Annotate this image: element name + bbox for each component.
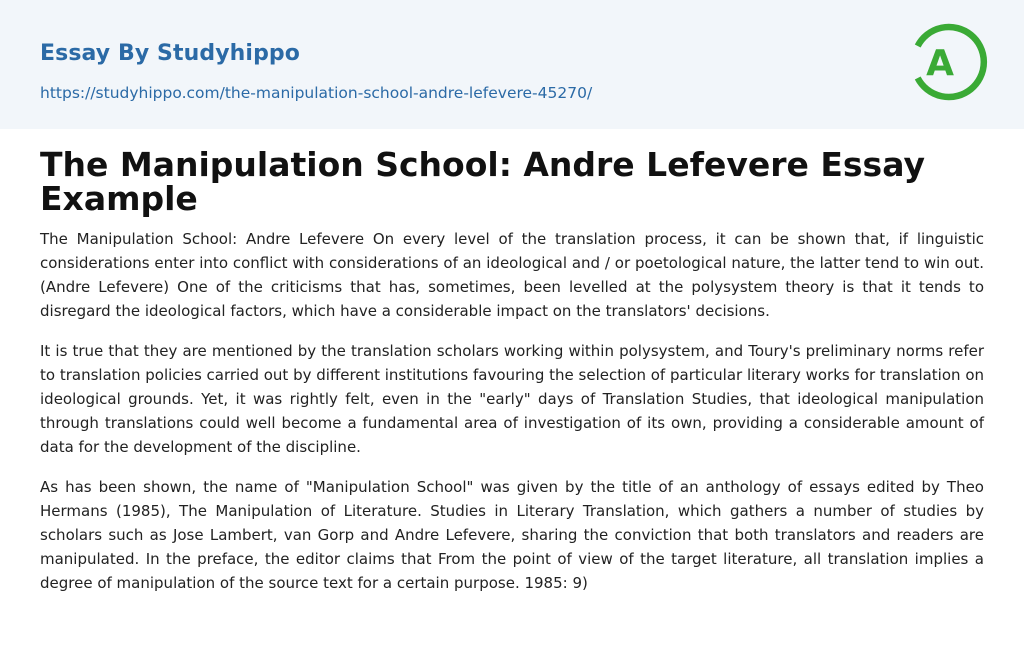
- article-paragraph: It is true that they are mentioned by the translation scholars working within polysystem, and Toury's preliminary norms refer to translation policies carried out by different institutions favouring the selection of particular literary works for translation on ideological grounds. Yet, it was rightly felt, even in the "early" days of Translation Studies, that ideological manipulation through translations could well become a fundamental area of investigation of its own, providing a considerable amount of data for the development of the discipline.: [40, 342, 984, 456]
- studyhippo-logo-icon[interactable]: [912, 18, 988, 106]
- page-title: The Manipulation School: Andre Lefevere Essay Example: [40, 145, 925, 218]
- article-paragraph: As has been shown, the name of "Manipulation School" was given by the title of an anthology of essays edited by Theo Hermans (1985), The Manipulation of Literature. Studies in Literary Translation, which gathers a number of studies by scholars such as Jose Lambert, van Gorp and Andre Lefevere, sharing the conviction that both translators and readers are manipulated. In the preface, the editor claims that From the point of view of the target literature, all translation implies a degree of manipulation of the source text for a certain purpose. 1985: 9): [40, 478, 984, 592]
- article-paragraph: The Manipulation School: Andre Lefevere On every level of the translation process, it can be shown that, if linguistic considerations enter into conflict with considerations of an ideological and / or poetological nature, the latter tend to win out. (Andre Lefevere) One of the criticisms that has, sometimes, been levelled at the polysystem theory is that it tends to disregard the ideological factors, which have a considerable impact on the translators' decisions.: [40, 230, 984, 320]
- site-brand[interactable]: Essay By Studyhippo: [40, 41, 300, 66]
- essay-url-link[interactable]: https://studyhippo.com/the-manipulation-school-andre-lefevere-45270/: [40, 84, 593, 102]
- logo-letter: A: [926, 43, 954, 84]
- article-paragraphs: [40, 227, 984, 595]
- article-body: [40, 145, 984, 611]
- site-header: [0, 0, 1024, 129]
